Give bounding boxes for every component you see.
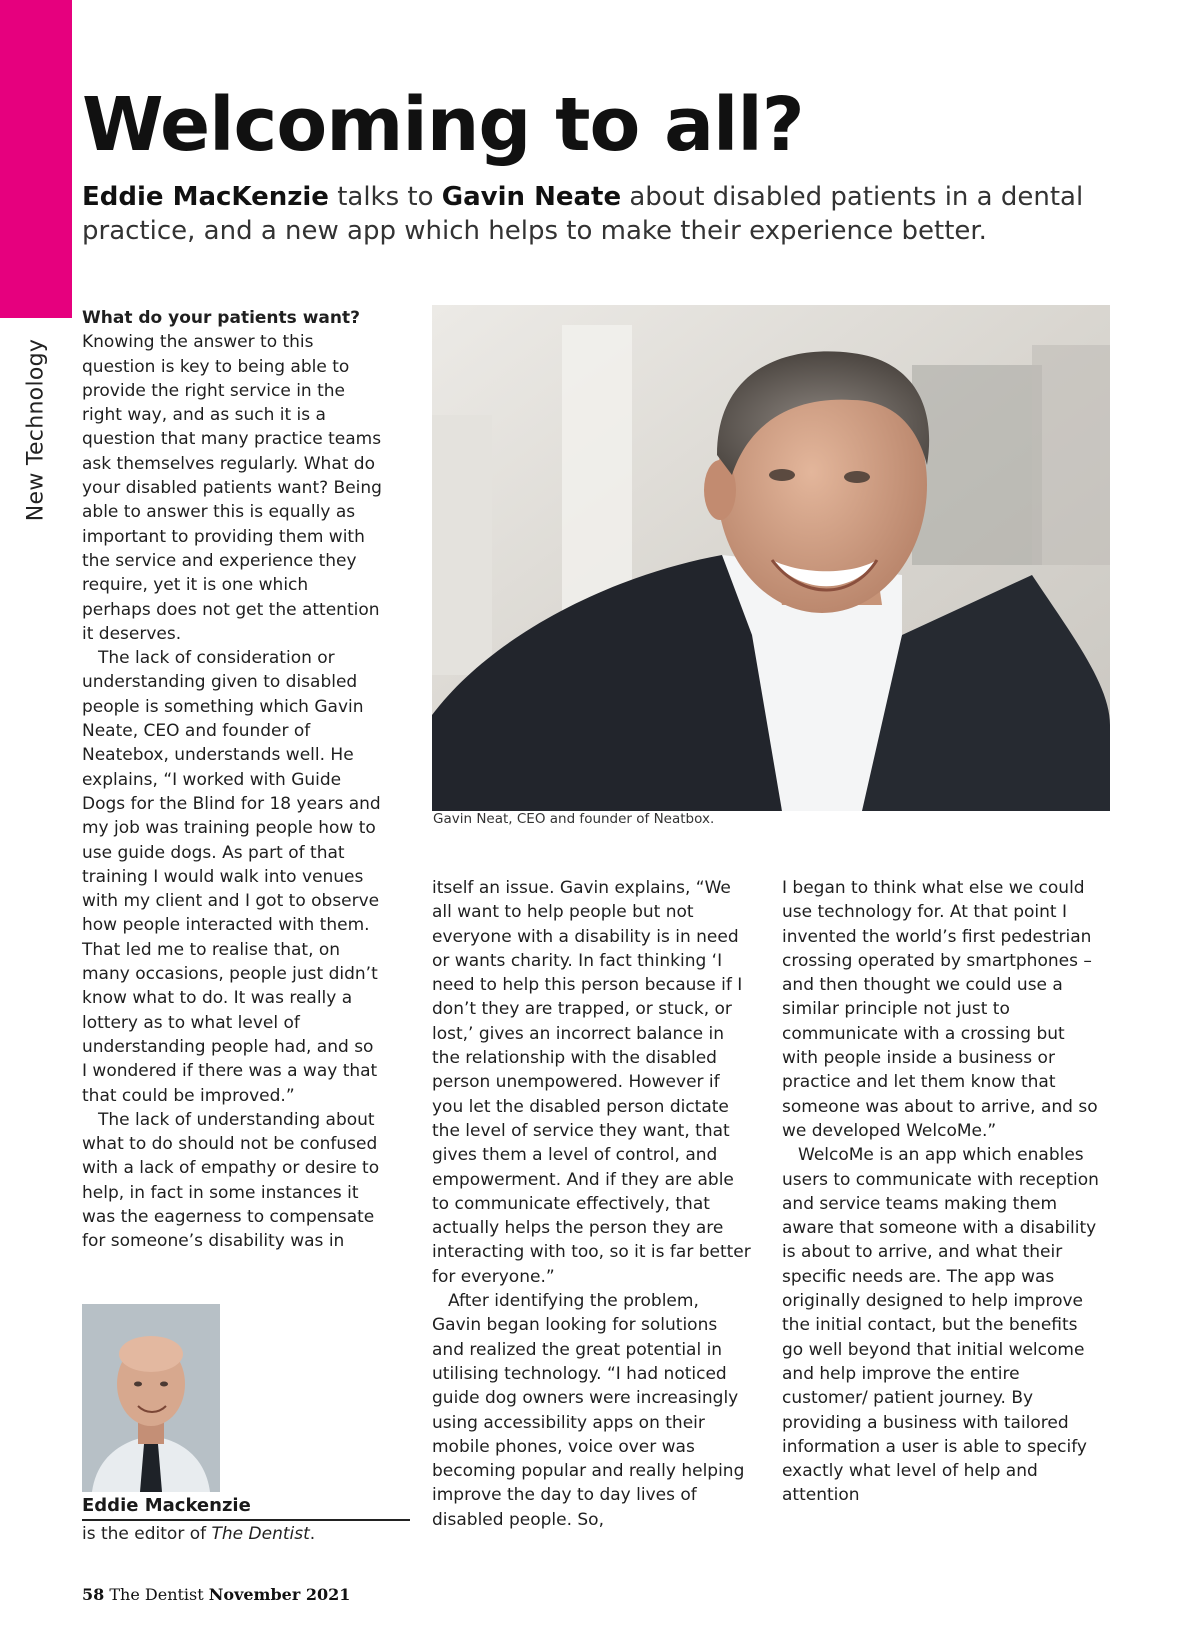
standfirst-author: Eddie MacKenzie xyxy=(82,182,329,212)
section-color-bar xyxy=(0,0,72,318)
paragraph: I began to think what else we could use technology for. At that point I invented the world’s first pedestrian crossing operated by smartphones – and then thought we could use a similar principle not just to communicate with a crossing but with people inside a business or practice and let them know that someone was about to arrive, and so we developed WelcoMe.” xyxy=(782,878,1098,1141)
author-divider xyxy=(82,1519,410,1521)
author-photo xyxy=(82,1304,220,1492)
subheading-question: What do your patients want? xyxy=(82,308,360,328)
publication-name: The Dentist xyxy=(211,1524,310,1544)
standfirst-text-2: about disabled patients in a dental practice, and a new app which helps to make their experience better. xyxy=(82,182,1084,246)
footer-issue: November 2021 xyxy=(208,1585,351,1604)
standfirst-text-1: talks to xyxy=(328,182,442,212)
body-column-3 xyxy=(782,876,1102,1508)
standfirst-subject: Gavin Neate xyxy=(441,182,622,212)
photo-caption: Gavin Neat, CEO and founder of Neatbox. xyxy=(433,811,715,827)
paragraph: The lack of consideration or understanding given to disabled people is something which Gavin Neate, CEO and founder of Neatebox, understands well. He explains, “I worked with Guide Dogs for the Blind for 18 years and my job was training people how to use guide dogs. As part of that training I would walk into venues with my client and I got to observe how people interacted with them. That led me to realise that, on many occasions, people just didn’t know what to do. It was really a lottery as to what level of understanding people had, and so I wondered if there was a way that that could be improved.” xyxy=(82,648,381,1106)
paragraph: WelcoMe is an app which enables users to communicate with reception and service teams making them aware that someone with a disability is about to arrive, and what their specific needs are. The app was originally designed to help improve the initial contact, but the benefits go well beyond that initial welcome and help improve the entire customer/ patient journey. By providing a business with tailored information a user is able to specify exactly what level of help and attention xyxy=(782,1145,1099,1506)
standfirst xyxy=(82,180,1102,248)
gavin-neate-photo xyxy=(432,305,1110,811)
author-bio: is the editor of The Dentist. xyxy=(82,1524,316,1544)
paragraph: Knowing the answer to this question is key to being able to provide the right service in the right way, and as such it is a question that many practice teams ask themselves regularly. What do your disabled patients want? Being able to answer this is equally as important to providing them with the service and experience they require, yet it is one which perhaps does not get the attention it deserves. xyxy=(82,332,382,644)
section-label: New Technology xyxy=(23,338,49,522)
page-number: 58 xyxy=(82,1585,105,1604)
page-footer xyxy=(82,1585,350,1604)
paragraph: The lack of understanding about what to do should not be confused with a lack of empathy or desire to help, in fact in some instances it was the eagerness to compensate for someone’s disability was in xyxy=(82,1109,380,1252)
article-title: Welcoming to all? xyxy=(82,82,804,168)
body-column-2 xyxy=(432,876,752,1532)
footer-publication: The Dentist xyxy=(109,1585,204,1604)
paragraph: After identifying the problem, Gavin began looking for solutions and realized the great potential in utilising technology. “I had noticed guide dog owners were increasingly using accessibility apps on their mobile phones, voice over was becoming popular and really helping improve the day to day lives of disabled people. So, xyxy=(432,1291,745,1530)
paragraph: itself an issue. Gavin explains, “We all want to help people but not everyone with a disability is in need or wants charity. In fact thinking ‘I need to help this person because if I don’t they are trapped, or stuck, or lost,’ gives an incorrect balance in the relationship with the disabled person unempowered. However if you let the disabled person dictate the level of service they want, that gives them a level of control, and empowerment. And if they are able to communicate effectively, that actually helps the person they are interacting with too, so it is far better for everyone.” xyxy=(432,878,751,1287)
body-column-1 xyxy=(82,306,382,1254)
author-name: Eddie Mackenzie xyxy=(82,1495,251,1516)
